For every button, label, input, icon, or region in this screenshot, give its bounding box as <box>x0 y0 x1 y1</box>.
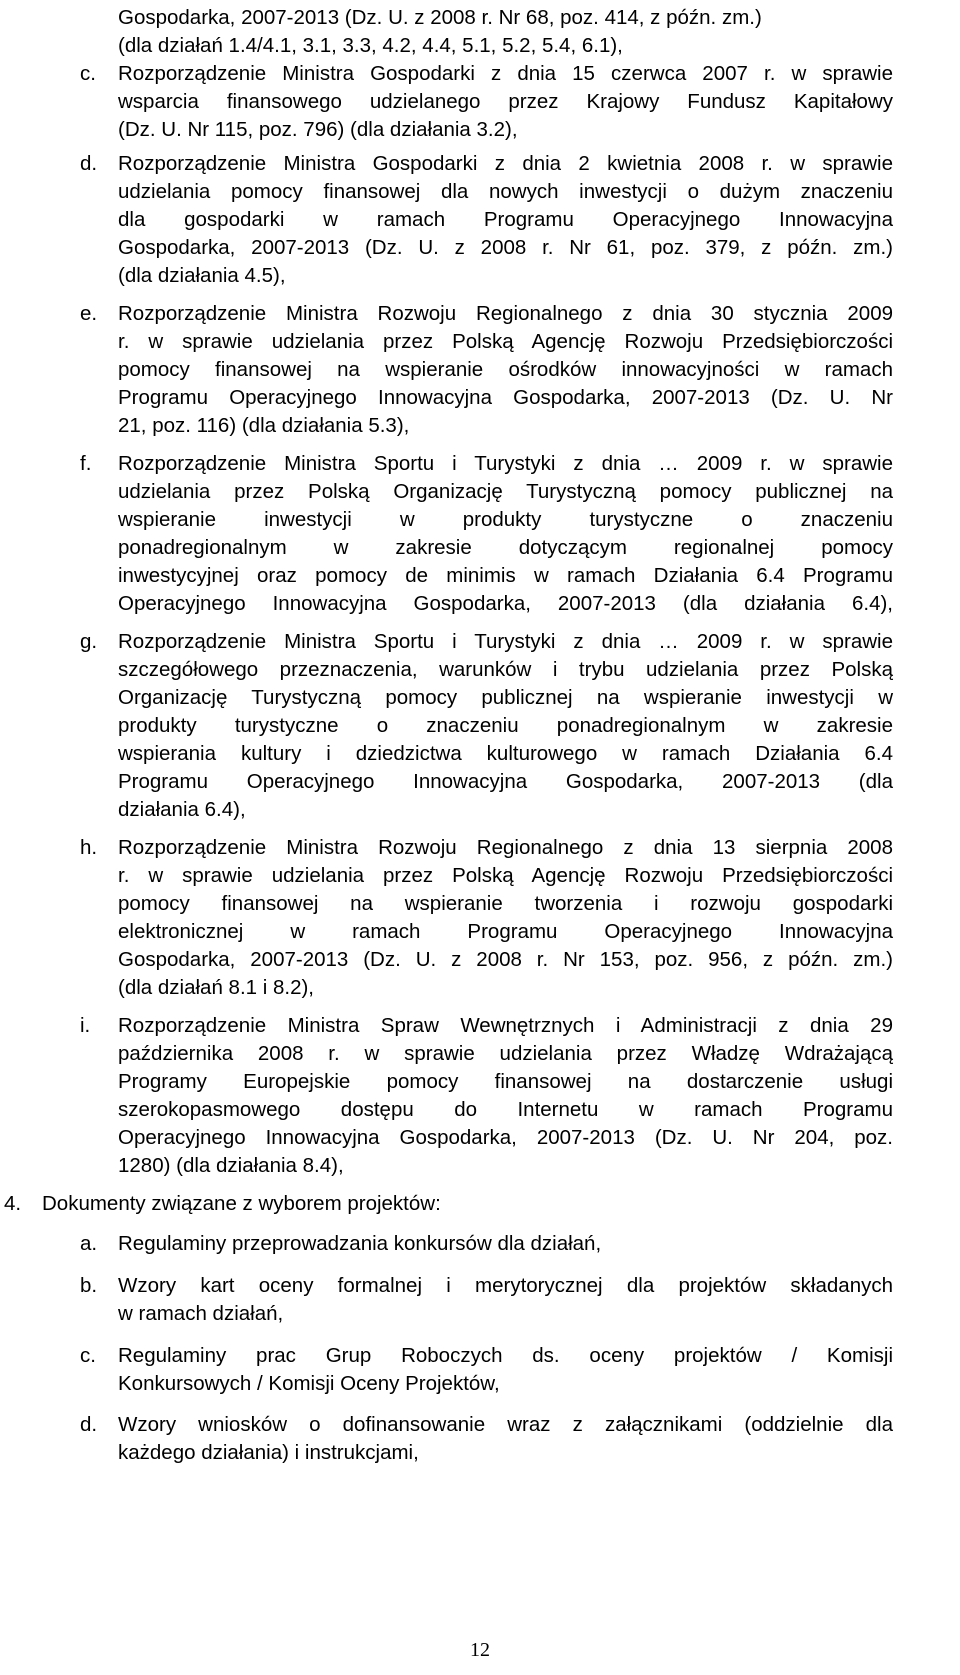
line-text: udzielania przez Polską Organizację Turystyczną pomocy publicznej na <box>118 480 893 503</box>
line-text: działania 6.4), <box>118 798 246 821</box>
list-marker: d. <box>80 1413 98 1436</box>
list-marker: f. <box>80 452 92 475</box>
line-text: udzielania pomocy finansowej dla nowych inwestycji o dużym znaczeniu <box>118 180 893 203</box>
text-line <box>0 768 960 796</box>
line-text: Regulaminy prac Grup Roboczych ds. oceny projektów / Komisji <box>118 1344 893 1367</box>
text-line <box>0 450 960 478</box>
line-text: wspieranie inwestycji w produkty turystyczne o znaczeniu <box>118 508 893 531</box>
line-text: (dla działań 8.1 i 8.2), <box>118 976 315 999</box>
text-line <box>0 1190 960 1218</box>
line-text: inwestycyjnej oraz pomocy de minimis w ramach Działania 6.4 Programu <box>118 564 893 587</box>
list-marker: e. <box>80 302 98 325</box>
text-line <box>0 32 960 60</box>
text-line <box>0 534 960 562</box>
page-number: 12 <box>470 1639 490 1661</box>
text-line <box>0 328 960 356</box>
text-line <box>0 656 960 684</box>
list-marker: 4. <box>4 1192 22 1215</box>
text-line <box>0 1300 960 1328</box>
line-text: wspierania kultury i dziedzictwa kulturowego w ramach Działania 6.4 <box>118 742 893 765</box>
text-line <box>0 740 960 768</box>
text-line <box>0 1230 960 1258</box>
text-line <box>0 590 960 618</box>
line-text: wsparcia finansowego udzielanego przez Krajowy Fundusz Kapitałowy <box>118 90 893 113</box>
text-line <box>0 234 960 262</box>
line-text: Programu Operacyjnego Innowacyjna Gospodarka, 2007-2013 (Dz. U. Nr <box>118 386 893 409</box>
text-line <box>0 206 960 234</box>
list-marker: d. <box>80 152 98 175</box>
list-marker: i. <box>80 1014 91 1037</box>
line-text: Wzory wniosków o dofinansowanie wraz z załącznikami (oddzielnie dla <box>118 1413 893 1436</box>
text-line <box>0 562 960 590</box>
text-line <box>0 4 960 32</box>
line-text: Gospodarka, 2007-2013 (Dz. U. z 2008 r. Nr 153, poz. 956, z późn. zm.) <box>118 948 893 971</box>
line-text: Gospodarka, 2007-2013 (Dz. U. z 2008 r. Nr 61, poz. 379, z późn. zm.) <box>118 236 893 259</box>
line-text: Rozporządzenie Ministra Rozwoju Regionalnego z dnia 30 stycznia 2009 <box>118 302 893 325</box>
text-line <box>0 1012 960 1040</box>
text-line <box>0 890 960 918</box>
text-line <box>0 1411 960 1439</box>
line-text: elektronicznej w ramach Programu Operacyjnego Innowacyjna <box>118 920 893 943</box>
text-line <box>0 116 960 144</box>
text-line <box>0 178 960 206</box>
text-line <box>0 628 960 656</box>
text-line <box>0 1096 960 1124</box>
text-line <box>0 974 960 1002</box>
line-text: października 2008 r. w sprawie udzielania przez Władzę Wdrażającą <box>118 1042 893 1065</box>
text-line <box>0 834 960 862</box>
line-text: szerokopasmowego dostępu do Internetu w ramach Programu <box>118 1098 893 1121</box>
line-text: (dla działań 1.4/4.1, 3.1, 3.3, 4.2, 4.4, 5.1, 5.2, 5.4, 6.1), <box>118 34 623 57</box>
line-text: r. w sprawie udzielania przez Polską Agencję Rozwoju Przedsiębiorczości <box>118 330 893 353</box>
line-text: produkty turystyczne o znaczeniu ponadregionalnym w zakresie <box>118 714 893 737</box>
line-text: Programu Operacyjnego Innowacyjna Gospodarka, 2007-2013 (dla <box>118 770 893 793</box>
text-line <box>0 1124 960 1152</box>
text-line <box>0 1272 960 1300</box>
text-line <box>0 300 960 328</box>
line-text: szczegółowego przeznaczenia, warunków i trybu udzielania przez Polską <box>118 658 893 681</box>
text-line <box>0 1040 960 1068</box>
text-line <box>0 712 960 740</box>
line-text: Operacyjnego Innowacyjna Gospodarka, 2007-2013 (Dz. U. Nr 204, poz. <box>118 1126 893 1149</box>
line-text: Dokumenty związane z wyborem projektów: <box>42 1192 441 1215</box>
line-text: Organizację Turystyczną pomocy publicznej na wspieranie inwestycji w <box>118 686 893 709</box>
text-line <box>0 356 960 384</box>
line-text: Konkursowych / Komisji Oceny Projektów, <box>118 1372 500 1395</box>
list-marker: h. <box>80 836 98 859</box>
text-line <box>0 1370 960 1398</box>
line-text: 1280) (dla działania 8.4), <box>118 1154 344 1177</box>
list-marker: b. <box>80 1274 98 1297</box>
line-text: każdego działania) i instrukcjami, <box>118 1441 419 1464</box>
line-text: pomocy finansowej na wspieranie tworzenia i rozwoju gospodarki <box>118 892 893 915</box>
text-line <box>0 88 960 116</box>
text-line <box>0 946 960 974</box>
text-line <box>0 262 960 290</box>
text-line <box>0 412 960 440</box>
list-marker: g. <box>80 630 98 653</box>
line-text: r. w sprawie udzielania przez Polską Agencję Rozwoju Przedsiębiorczości <box>118 864 893 887</box>
line-text: Rozporządzenie Ministra Sportu i Turystyki z dnia … 2009 r. w sprawie <box>118 452 893 475</box>
line-text: Rozporządzenie Ministra Rozwoju Regionalnego z dnia 13 sierpnia 2008 <box>118 836 893 859</box>
text-line <box>0 1439 960 1467</box>
line-text: Wzory kart oceny formalnej i merytorycznej dla projektów składanych <box>118 1274 893 1297</box>
text-line <box>0 1068 960 1096</box>
line-text: dla gospodarki w ramach Programu Operacyjnego Innowacyjna <box>118 208 893 231</box>
text-line <box>0 150 960 178</box>
text-line <box>0 506 960 534</box>
list-marker: c. <box>80 62 96 85</box>
line-text: Rozporządzenie Ministra Sportu i Turystyki z dnia … 2009 r. w sprawie <box>118 630 893 653</box>
text-line <box>0 1152 960 1180</box>
line-text: Rozporządzenie Ministra Gospodarki z dnia 2 kwietnia 2008 r. w sprawie <box>118 152 893 175</box>
text-line <box>0 384 960 412</box>
line-text: ponadregionalnym w zakresie dotyczącym regionalnej pomocy <box>118 536 893 559</box>
line-text: Programy Europejskie pomocy finansowej na dostarczenie usługi <box>118 1070 893 1093</box>
line-text: pomocy finansowej na wspieranie ośrodków innowacyjności w ramach <box>118 358 893 381</box>
line-text: (Dz. U. Nr 115, poz. 796) (dla działania 3.2), <box>118 118 518 141</box>
text-line <box>0 684 960 712</box>
line-text: w ramach działań, <box>118 1302 284 1325</box>
line-text: Rozporządzenie Ministra Gospodarki z dnia 15 czerwca 2007 r. w sprawie <box>118 62 893 85</box>
line-text: Regulaminy przeprowadzania konkursów dla działań, <box>118 1232 602 1255</box>
text-line <box>0 862 960 890</box>
text-line <box>0 60 960 88</box>
text-line <box>0 918 960 946</box>
line-text: Rozporządzenie Ministra Spraw Wewnętrznych i Administracji z dnia 29 <box>118 1014 893 1037</box>
line-text: Gospodarka, 2007-2013 (Dz. U. z 2008 r. Nr 68, poz. 414, z późn. zm.) <box>118 6 762 29</box>
text-line <box>0 478 960 506</box>
list-marker: c. <box>80 1344 96 1367</box>
list-marker: a. <box>80 1232 98 1255</box>
line-text: (dla działania 4.5), <box>118 264 286 287</box>
line-text: 21, poz. 116) (dla działania 5.3), <box>118 414 410 437</box>
text-line <box>0 1342 960 1370</box>
text-line <box>0 796 960 824</box>
line-text: Operacyjnego Innowacyjna Gospodarka, 2007-2013 (dla działania 6.4), <box>118 592 893 615</box>
